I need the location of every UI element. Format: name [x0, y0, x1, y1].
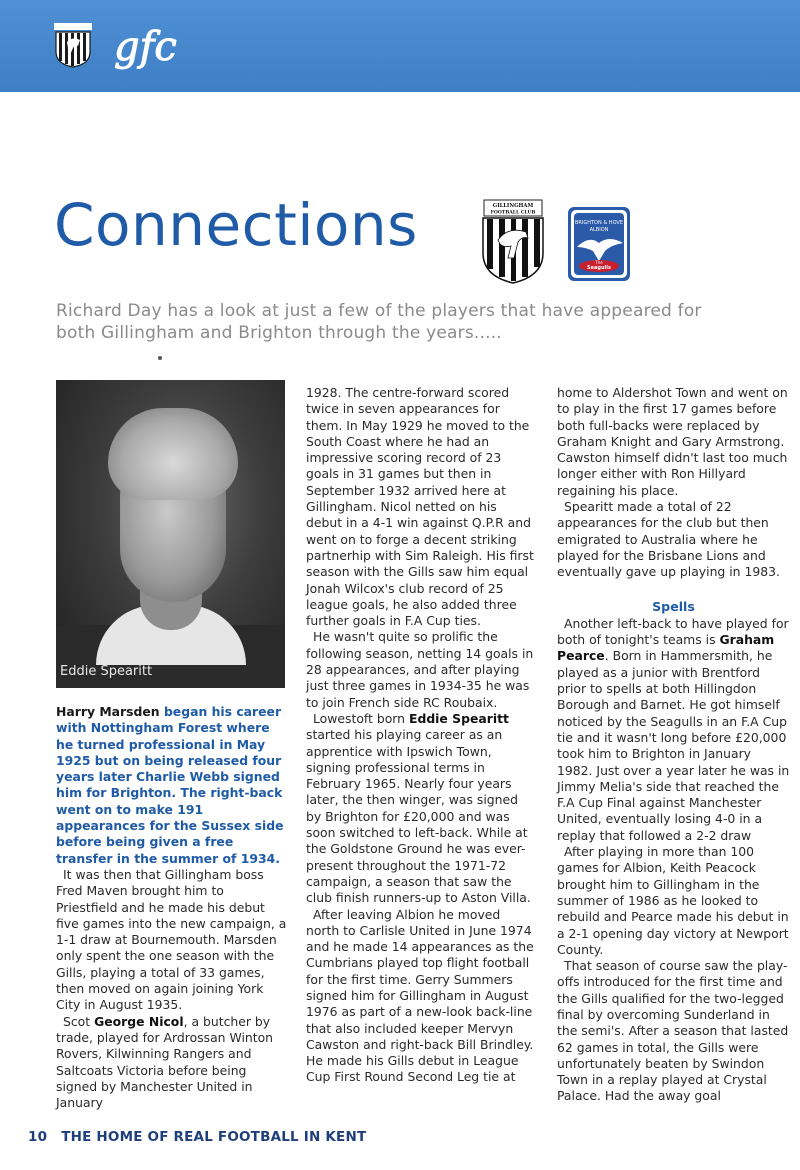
intro-text: Richard Day has a look at just a few of the players that have appeared for both Gillingham and Brighton through the years.....	[56, 301, 702, 343]
svg-text:FOOTBALL CLUB: FOOTBALL CLUB	[490, 210, 536, 216]
text: started his playing career as an apprentice with Ipswich Town, signing professional terms in February 1965. Nearly four years later, the then winger, was signed by Brighton for £20,000 and was soon switched to left-back. While at the Goldstone Ground he was ever-present throughout the 1971-72 campaign, a season that saw the club finish runners-up to Aston Villa.	[306, 727, 531, 906]
player-name: Harry Marsden	[56, 704, 160, 719]
svg-text:The: The	[595, 260, 603, 265]
text: Another left-back to have played for both of tonight's teams is	[557, 615, 789, 648]
page-title: Connections	[54, 191, 418, 259]
svg-text:ALBION: ALBION	[589, 227, 609, 233]
paragraph: After playing in more than 100 games for Albion, Keith Peacock brought him to Gillingham in the summer of 1986 as he looked to rebuild and Pearce made his debut in a 2-1 opening day victory at Newport County.	[557, 844, 789, 957]
brighton-crest-icon	[565, 205, 633, 283]
paragraph	[557, 616, 790, 844]
article-column-1	[56, 704, 288, 1111]
photo-caption: Eddie Spearitt	[60, 664, 153, 679]
paragraph: Spearitt made a total of 22 appearances for the club but then emigrated to Australia where he played for the Brisbane Lions and eventually gave up playing in 1983.	[557, 499, 780, 580]
article-column-3	[557, 385, 790, 1105]
svg-text:gfc: gfc	[114, 24, 177, 70]
player-name: Graham Pearce	[557, 632, 775, 664]
article-column-2	[306, 385, 536, 1086]
gillingham-crest-icon	[53, 22, 93, 68]
header-bar	[0, 0, 800, 92]
speck	[158, 356, 162, 360]
page-number: 10	[28, 1129, 48, 1145]
paragraph	[306, 711, 536, 907]
paragraph	[56, 1014, 288, 1112]
player-name: George Nicol	[94, 1013, 184, 1029]
paragraph: It was then that Gillingham boss Fred Maven brought him to Priestfield and he made his debut five games into the new campaign, a 1-1 draw at Bournemouth. Marsden only spent the one season with the Gills, playing a total of 33 games, then moved on again joining York City in August 1935.	[56, 866, 287, 1013]
footer-slogan: THE HOME OF REAL FOOTBALL IN KENT	[61, 1129, 367, 1145]
text: Scot	[63, 1013, 95, 1029]
paragraph: He wasn't quite so prolific the following season, netting 14 goals in 28 appearances, and after playing just three games in 1934-35 he was to join French side RC Roubaix.	[306, 629, 534, 710]
page-footer	[28, 1129, 366, 1145]
photo-hair	[108, 408, 238, 500]
text: Lowestoft born	[313, 710, 409, 726]
player-name: Eddie Spearitt	[408, 710, 509, 726]
text: . Born in Hammersmith, he played as a junior with Brentford prior to spells at both Hillingdon Borough and Barnet. He got himself noticed by the Seagulls in an F.A Cup tie and it wasn't long before £20,000 took him to Brighton in January 1982. Just over a year later he was in Jimmy Melia's side that reached the F.A Cup Final against Manchester United, eventually losing 4-0 in a replay that followed a 2-2 draw	[557, 648, 790, 843]
paragraph: After leaving Albion he moved north to Carlisle United in June 1974 and he made 14 appearances as the Cumbrians played top flight football for the first time. Gerry Summers signed him for Gillingham in August 1976 as part of a new-look back-line that also included keeper Mervyn Cawston and right-back Bill Brindley. He made his Gills debut in League Cup First Round Second Leg tie at	[306, 906, 534, 1085]
text: , a butcher by trade, played for Ardrossan Winton Rovers, Kilwinning Rangers and Saltcoats Victoria before being signed by Manchester United in January	[56, 1013, 274, 1111]
player-photo	[56, 380, 285, 688]
paragraph: That season of course saw the play-offs introduced for the first time and the Gills qualified for the two-legged final by overcoming Sunderland in the semi's. After a season that lasted 62 games in total, the Gills were unfortunately beaten by Swindon Town in a replay played at Crystal Palace. Had the away goal	[557, 958, 789, 1104]
lead-text: began his career with Nottingham Forest where he turned professional in May 1925 but on being released four years later Charlie Webb signed him for Brighton. The right-back went on to make 191 appearances for the Sussex side before being given a free transfer in the summer of 1934.	[56, 704, 284, 866]
section-subheading: Spells	[652, 598, 695, 614]
svg-text:GILLINGHAM: GILLINGHAM	[492, 203, 534, 209]
paragraph: home to Aldershot Town and went on to play in the first 17 games before both full-backs were replaced by Graham Knight and Gary Armstrong. Cawston himself didn't last too much longer either with Ron Hillyard regaining his place.	[557, 385, 788, 498]
svg-text:Seagulls: Seagulls	[587, 265, 611, 271]
svg-text:BRIGHTON & HOVE: BRIGHTON & HOVE	[574, 220, 624, 226]
paragraph: 1928. The centre-forward scored twice in seven appearances for them. In May 1929 he moved to the South Coast where he had an impressive scoring record of 23 goals in 31 games but then in September 1932 arrived here at Gillingham. Nicol netted on his debut in a 4-1 win against Q.P.R and went on to forge a decent striking partnerhip with Sim Raleigh. His first season with the Gills saw him equal Jonah Wilcox's club record of 25 league goals, he also added three further goals in F.A Cup ties.	[306, 385, 534, 629]
gfc-monogram-logo	[108, 20, 188, 72]
lead-paragraph	[56, 704, 288, 867]
gillingham-crest-icon	[478, 198, 548, 284]
